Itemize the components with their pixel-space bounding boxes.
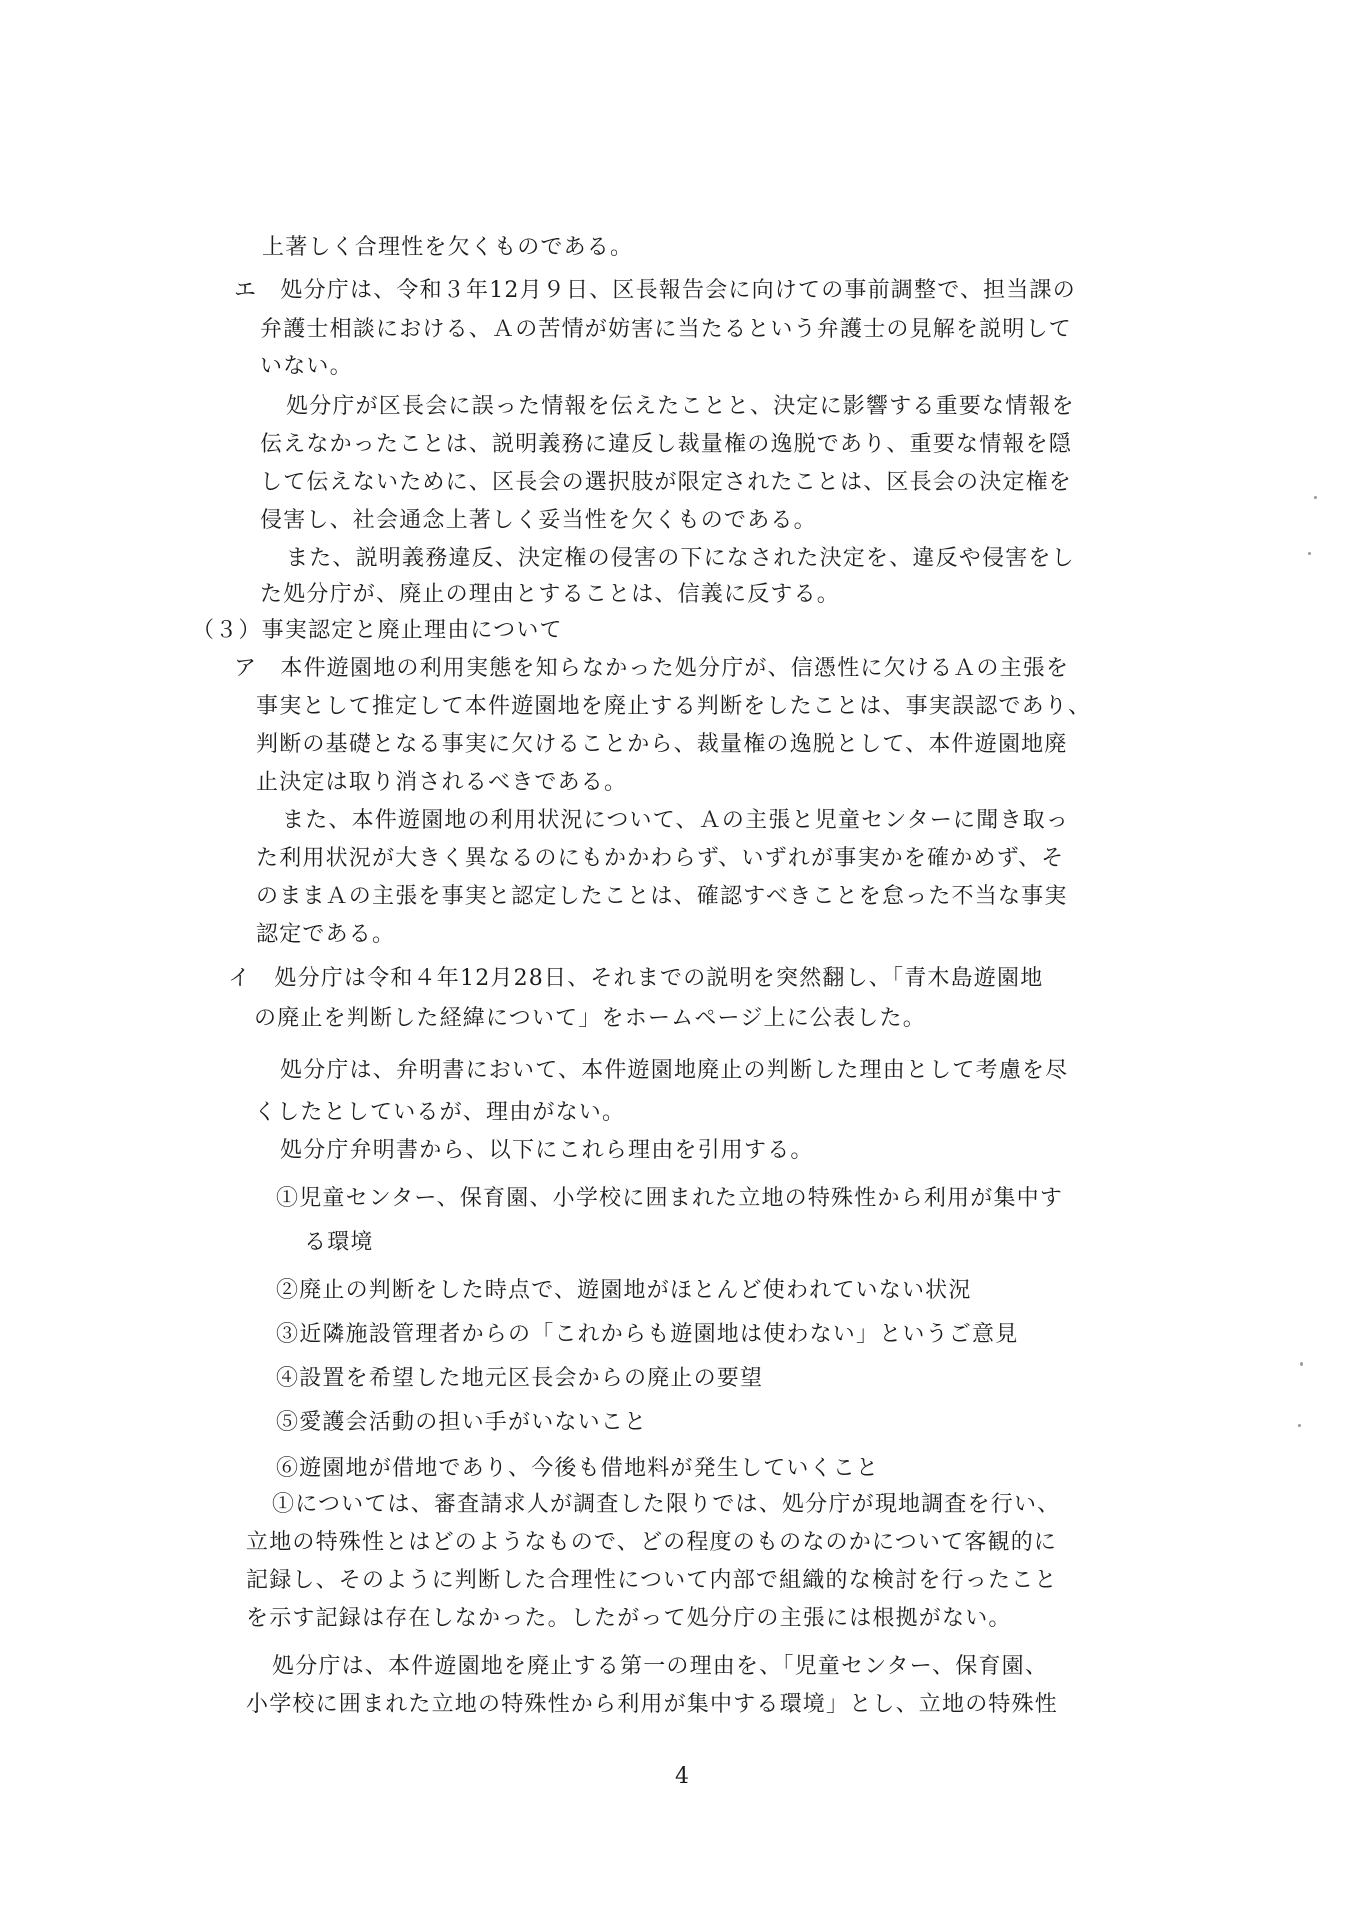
scan-speck <box>1298 1424 1301 1427</box>
scan-speck <box>1300 1362 1303 1366</box>
list-item: ①児童センター、保育園、小学校に囲まれた立地の特殊性から利用が集中す <box>276 1186 1064 1211</box>
text-line: また、本件遊園地の利用状況について、Ａの主張と児童センターに聞き取っ <box>282 808 1070 833</box>
list-item: ②廃止の判断をした時点で、遊園地がほとんど使われていない状況 <box>276 1278 972 1303</box>
list-item: ⑥遊園地が借地であり、今後も借地料が発生していくこと <box>276 1456 880 1481</box>
text-line: た利用状況が大きく異なるのにもかかわらず、いずれが事実かを確かめず、そ <box>256 846 1065 871</box>
text-line: た処分庁が、廃止の理由とすることは、信義に反する。 <box>260 582 841 607</box>
text-line: のままＡの主張を事実と認定したことは、確認すべきことを怠った不当な事実 <box>256 884 1068 909</box>
scan-speck <box>1308 552 1311 555</box>
text-line: ①については、審査請求人が調査した限りでは、処分庁が現地調査を行い、 <box>272 1492 1061 1517</box>
text-line: 判断の基礎となる事実に欠けることから、裁量権の逸脱として、本件遊園地廃 <box>256 732 1068 757</box>
text-line: 上著しく合理性を欠くものである。 <box>262 235 634 260</box>
text-line: また、説明義務違反、決定権の侵害の下になされた決定を、違反や侵害をし <box>286 546 1075 571</box>
text-line: を示す記録は存在しなかった。したがって処分庁の主張には根拠がない。 <box>246 1606 1012 1631</box>
list-item: る環境 <box>304 1230 374 1255</box>
text-line: 処分庁弁明書から、以下にこれら理由を引用する。 <box>280 1138 814 1163</box>
list-item: ③近隣施設管理者からの「これからも遊園地は使わない」というご意見 <box>276 1322 1019 1347</box>
text-line: 処分庁は、本件遊園地を廃止する第一の理由を、「児童センター、保育園、 <box>272 1654 1049 1679</box>
text-line: の廃止を判断した経緯について」をホームページ上に公表した。 <box>254 1006 926 1031</box>
text-line: 記録し、そのように判断した合理性について内部で組織的な検討を行ったこと <box>246 1568 1058 1593</box>
text-line: 認定である。 <box>256 922 396 947</box>
text-line: ア 本件遊園地の利用実態を知らなかった処分庁が、信憑性に欠けるＡの主張を <box>234 656 1070 681</box>
page-number: 4 <box>675 1764 689 1789</box>
text-line: イ 処分庁は令和４年12月28日、それまでの説明を突然翻し、「青木島遊園地 <box>228 966 1044 991</box>
text-line: 伝えなかったことは、説明義務に違反し裁量権の逸脱であり、重要な情報を隠 <box>260 432 1073 457</box>
text-line: 事実として推定して本件遊園地を廃止する判断をしたことは、事実誤認であり、 <box>256 694 1092 719</box>
list-item: ④設置を希望した地元区長会からの廃止の要望 <box>276 1366 764 1391</box>
text-line: エ 処分庁は、令和３年12月９日、区長報告会に向けての事前調整で、担当課の <box>234 278 1076 303</box>
scan-speck <box>1314 496 1317 499</box>
text-line: して伝えないために、区長会の選択肢が限定されたことは、区長会の決定権を <box>260 470 1073 495</box>
text-line: 小学校に囲まれた立地の特殊性から利用が集中する環境」とし、立地の特殊性 <box>246 1692 1059 1717</box>
list-item: ⑤愛護会活動の担い手がいないこと <box>276 1410 648 1435</box>
text-line: 立地の特殊性とはどのようなもので、どの程度のものなのかについて客観的に <box>246 1530 1058 1555</box>
text-line: いない。 <box>260 354 353 379</box>
text-line: くしたとしているが、理由がない。 <box>254 1100 626 1125</box>
text-line: 侵害し、社会通念上著しく妥当性を欠くものである。 <box>260 508 817 533</box>
text-line: 処分庁が区長会に誤った情報を伝えたことと、決定に影響する重要な情報を <box>286 394 1075 419</box>
section-heading: （３）事実認定と廃止理由について <box>192 618 563 643</box>
text-line: 処分庁は、弁明書において、本件遊園地廃止の判断した理由として考慮を尽 <box>280 1058 1069 1083</box>
text-line: 弁護士相談における、Ａの苦情が妨害に当たるという弁護士の見解を説明して <box>260 317 1073 342</box>
text-line: 止決定は取り消されるべきである。 <box>256 770 628 795</box>
